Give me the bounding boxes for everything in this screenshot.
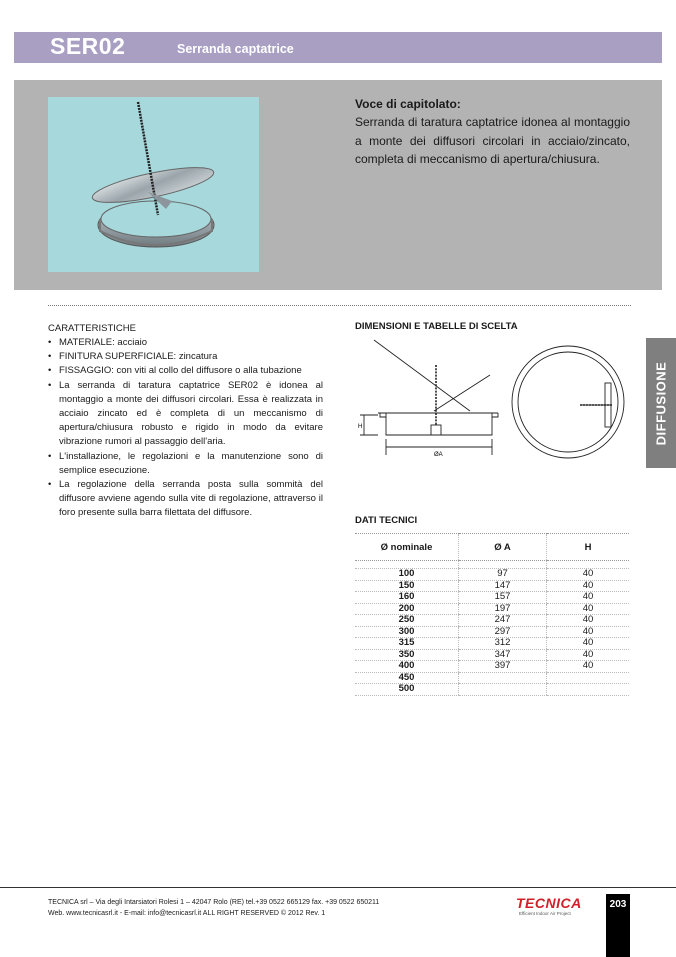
table-row: 160 157 40 xyxy=(355,592,629,604)
characteristic-item: • La regolazione della serranda posta sulla sommità del diffusore avviene agendo sulla vite di regolazione, attraverso il foro presente sulla barra filettata del diffusore. xyxy=(48,478,323,521)
characteristic-item: • FINITURA SUPERFICIALE: zincatura xyxy=(48,350,323,364)
table-row: 300 297 40 xyxy=(355,626,629,638)
tech-data-title: DATI TECNICI xyxy=(355,515,418,526)
table-row: 350 347 40 xyxy=(355,649,629,661)
table-row: 150 147 40 xyxy=(355,580,629,592)
spec-text: Serranda di taratura captatrice idonea al montaggio a monte dei diffusori circolari in acciaio/zincato, completa di meccanismo di apertura/chiusura. xyxy=(355,115,630,166)
col-nominal-header: Ø nominale xyxy=(355,534,459,561)
table-row: 100 97 40 xyxy=(355,569,629,581)
characteristics-title: CARATTERISTICHE xyxy=(48,323,136,334)
table-row: 200 197 40 xyxy=(355,603,629,615)
dim-a-label: ØA xyxy=(434,452,443,458)
table-row: 400 397 40 xyxy=(355,661,629,673)
table-row: 315 312 40 xyxy=(355,638,629,650)
footer-address: TECNICA srl – Via degli Intarsiatori Rolesi 1 – 42047 Rolo (RE) tel.+39 0522 665129 fax. +39 0522 650211 xyxy=(48,899,380,906)
dimensions-title: DIMENSIONI E TABELLE DI SCELTA xyxy=(355,321,518,332)
characteristic-item: • MATERIALE: acciaio xyxy=(48,336,323,350)
page-number: 203 xyxy=(609,899,627,910)
characteristic-item: • FISSAGGIO: con viti al collo del diffusore o alla tubazione xyxy=(48,364,323,378)
product-code: SER02 xyxy=(50,33,126,59)
tech-data-table xyxy=(355,533,629,696)
table-row: 450 xyxy=(355,672,629,684)
technical-drawing xyxy=(350,335,632,465)
product-subtitle: Serranda captatrice xyxy=(177,42,294,56)
table-row: 500 xyxy=(355,684,629,696)
table-header-row xyxy=(355,534,629,561)
company-logo: TECNICA xyxy=(516,895,582,911)
table-row: 250 247 40 xyxy=(355,615,629,627)
footer-contacts: Web. www.tecnicasrl.it - E-mail: info@tecnicasrl.it ALL RIGHT RESERVED © 2012 Rev. 1 xyxy=(48,910,326,917)
side-tab-label: DIFFUSIONE xyxy=(653,361,669,445)
dim-h-label: H xyxy=(358,424,363,430)
logo-tagline: Efficient Indoor Air Project xyxy=(519,911,571,916)
characteristic-item: • La serranda di taratura captatrice SER02 è idonea al montaggio a monte dei diffusori circolari. Essa è realizzata in acciaio zincato ed è completa di un meccanismo di apertura/chiusura robusto e rigido in modo da evitare vibrazione rumori al passaggio dell'aria. xyxy=(48,379,323,450)
side-tab-label-wrap xyxy=(646,338,676,468)
col-a-header: Ø A xyxy=(459,534,547,561)
section-separator xyxy=(48,305,631,306)
spec-title: Voce di capitolato: xyxy=(355,97,461,111)
characteristics-list xyxy=(48,336,323,521)
product-photo xyxy=(48,97,259,272)
footer-rule xyxy=(0,887,676,888)
characteristic-item: • L'installazione, le regolazioni e la manutenzione sono di semplice esecuzione. xyxy=(48,450,323,478)
col-h-header: H xyxy=(547,534,630,561)
